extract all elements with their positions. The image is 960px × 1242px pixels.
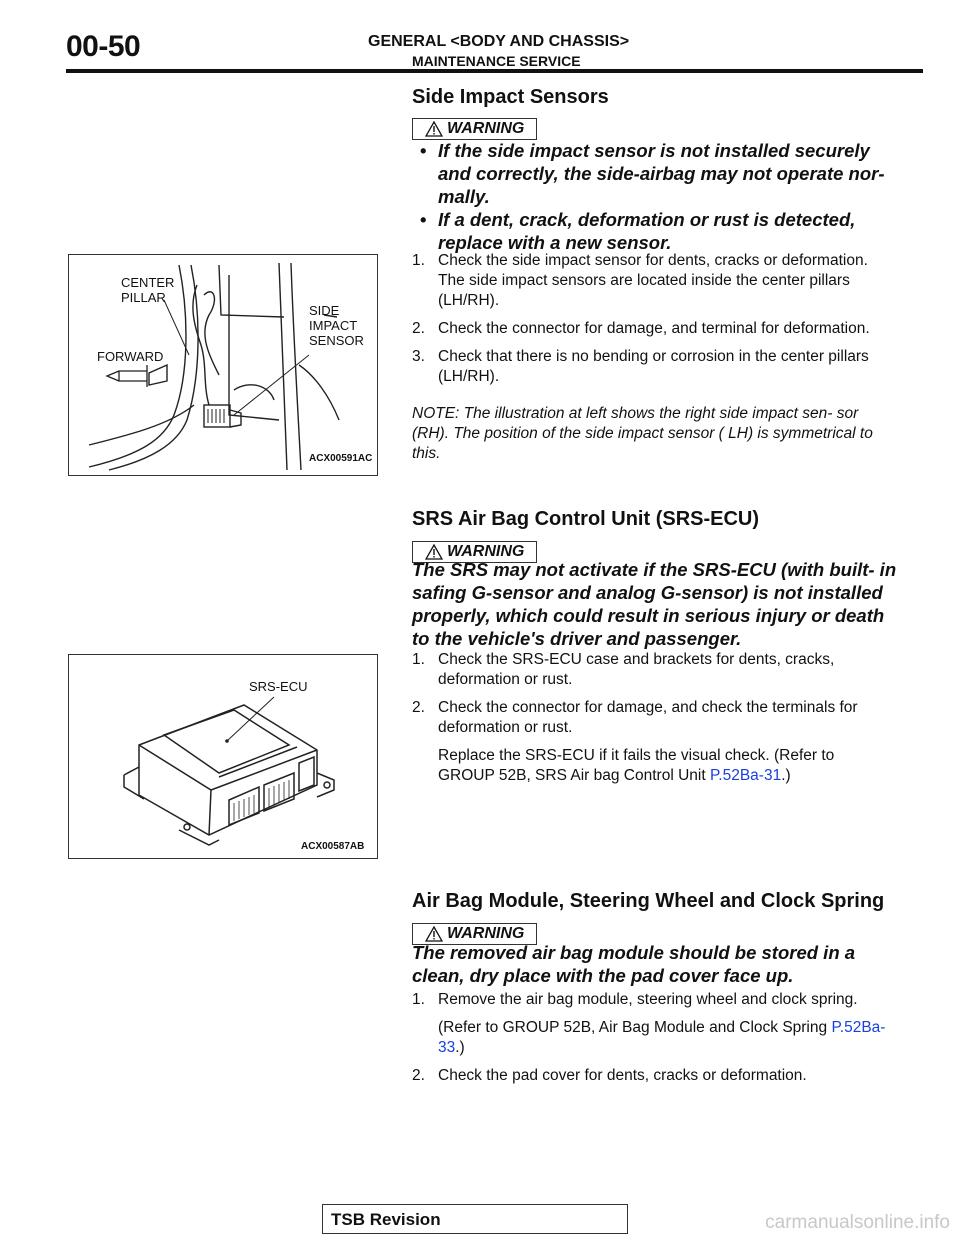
step-item: 1. Check the side impact sensor for dents, cracks or deformation. The side impact sensors are located inside the center pillars (LH/RH). — [412, 252, 868, 309]
label-srs-ecu: SRS-ECU — [249, 679, 308, 694]
step-item: 1. Remove the air bag module, steering wheel and clock spring. — [412, 991, 858, 1008]
page-subtitle: MAINTENANCE SERVICE — [412, 53, 581, 69]
label-forward: FORWARD — [97, 349, 164, 364]
warning-triangle-icon — [425, 926, 443, 942]
side-impact-sensor-illustration — [69, 255, 377, 475]
label-side-impact-sensor: SIDE IMPACT SENSOR — [309, 303, 364, 348]
footer-tsb-revision — [322, 1204, 628, 1234]
step-item: 1. Check the SRS-ECU case and brackets for dents, cracks, deformation or rust. — [412, 651, 835, 688]
warning-box — [412, 118, 537, 140]
warning-label: WARNING — [447, 925, 525, 942]
page-title: GENERAL <BODY AND CHASSIS> — [368, 33, 630, 50]
steps-list — [412, 251, 892, 387]
warning-label: WARNING — [447, 543, 525, 560]
watermark: carmanualsonline.info — [765, 1212, 950, 1233]
note-text: NOTE: The illustration at left shows the right side impact sen- sor (RH). The position of the side impact sensor ( LH) is symmetrical to this. — [412, 405, 873, 462]
step-item: 2. Check the pad cover for dents, cracks or deformation. — [412, 1067, 807, 1084]
warning-item: • If a dent, crack, deformation or rust is detected, replace with a new sensor. — [412, 208, 902, 254]
link-p52ba-33[interactable]: P.52Ba-33 — [438, 1019, 886, 1056]
section-heading-air-bag-module: Air Bag Module, Steering Wheel and Clock Spring — [412, 890, 885, 912]
section-heading-srs-ecu: SRS Air Bag Control Unit (SRS-ECU) — [412, 508, 760, 530]
warning-text: The SRS may not activate if the SRS-ECU (with built- in safing G-sensor and analog G-sensor) is not installed properly, which could result in serious injury or death to the vehicle's driver and passenger. — [412, 559, 897, 649]
page-number: 00-50 — [66, 30, 141, 63]
warning-item: • If the side impact sensor is not installed securely and correctly, the side-airbag may not operate nor- mally. — [412, 139, 902, 208]
warning-list — [412, 139, 902, 254]
step-item: 3. Check that there is no bending or corrosion in the center pillars (LH/RH). — [412, 348, 869, 385]
step-sub-item: Replace the SRS-ECU if it fails the visual check. (Refer to GROUP 52B, SRS Air bag Control Unit P.52Ba-31.) — [438, 747, 835, 784]
link-p52ba-31[interactable]: P.52Ba-31 — [709, 767, 782, 784]
step-item: 2. Check the connector for damage, and terminal for deformation. — [412, 320, 870, 337]
figure-code: ACX00587AB — [301, 841, 365, 852]
srs-ecu-illustration — [69, 655, 377, 858]
steps-list — [412, 650, 892, 786]
step-sub-item: (Refer to GROUP 52B, Air Bag Module and Clock Spring P.52Ba-33.) — [438, 1019, 886, 1056]
footer-label: TSB Revision — [331, 1210, 441, 1229]
warning-triangle-icon — [425, 121, 443, 137]
label-center-pillar: CENTER PILLAR — [121, 275, 175, 305]
warning-label: WARNING — [447, 120, 525, 137]
section-heading-side-impact: Side Impact Sensors — [412, 86, 609, 108]
figure-side-impact-sensor — [68, 254, 378, 476]
steps-list — [412, 990, 892, 1086]
step-item: 2. Check the connector for damage, and check the terminals for deformation or rust. — [412, 699, 858, 736]
warning-text: The removed air bag module should be stored in a clean, dry place with the pad cover face up. — [412, 942, 856, 986]
header-rule — [66, 69, 923, 73]
figure-srs-ecu — [68, 654, 378, 859]
figure-code: ACX00591AC — [309, 453, 373, 464]
